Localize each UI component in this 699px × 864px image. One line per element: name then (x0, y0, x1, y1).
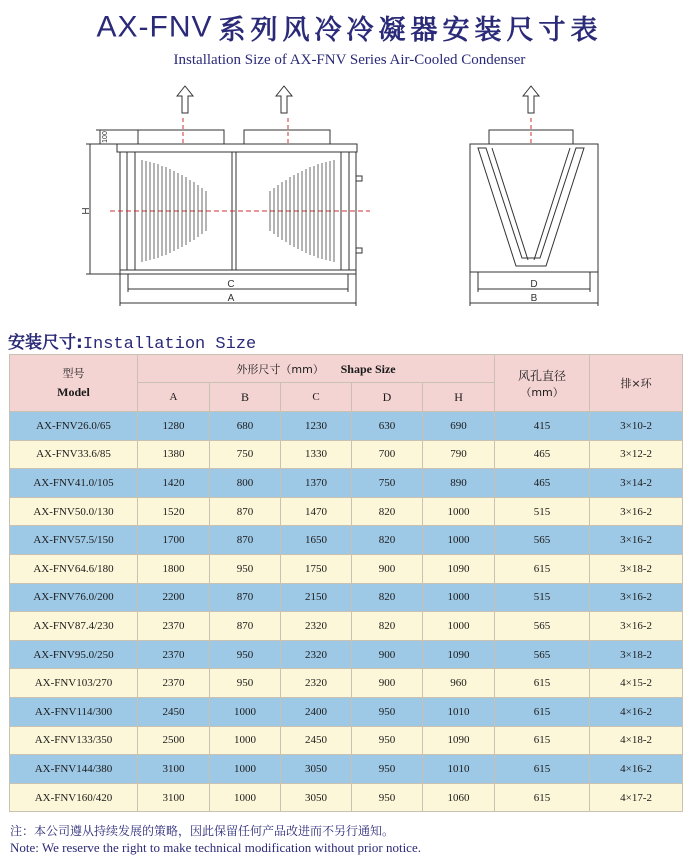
column-header-d: D (352, 383, 423, 412)
d-cell: 630 (352, 412, 423, 441)
size-table (9, 354, 683, 812)
rows-loops-header-label: 排×环 (620, 377, 652, 390)
rows-loops-cell: 4×16-2 (590, 755, 683, 784)
shape-size-header (138, 355, 495, 383)
side-view (470, 118, 598, 306)
model-column-header (10, 355, 138, 412)
model-cell: AX-FNV114/300 (10, 697, 138, 726)
d-cell: 820 (352, 497, 423, 526)
d-cell: 900 (352, 554, 423, 583)
dimension-label-a: A (227, 293, 235, 304)
b-cell: 1000 (210, 726, 281, 755)
section-heading-cn: 安装尺寸: (8, 333, 83, 353)
b-cell: 750 (210, 440, 281, 469)
title-series-code: AX-FNV (96, 10, 213, 44)
c-cell: 1330 (281, 440, 352, 469)
b-cell: 870 (210, 497, 281, 526)
b-cell: 1000 (210, 755, 281, 784)
a-cell: 1380 (138, 440, 210, 469)
h-cell: 1000 (423, 583, 495, 612)
dimension-label-d: D (530, 279, 538, 290)
model-cell: AX-FNV26.0/65 (10, 412, 138, 441)
page-title (0, 8, 699, 48)
table-row (10, 612, 683, 641)
h-cell: 790 (423, 440, 495, 469)
model-cell: AX-FNV160/420 (10, 783, 138, 812)
rows-loops-cell: 3×16-2 (590, 612, 683, 641)
d-cell: 950 (352, 755, 423, 784)
b-cell: 950 (210, 554, 281, 583)
model-cell: AX-FNV76.0/200 (10, 583, 138, 612)
note-english: Note: We reserve the right to make technical modification without prior notice. (10, 840, 421, 855)
rows-loops-header (590, 355, 683, 412)
shape-header-cn: 外形尺寸（mm） (236, 362, 324, 376)
dimension-label-height: H (81, 207, 92, 215)
a-cell: 2200 (138, 583, 210, 612)
shape-header-en: Shape Size (340, 361, 396, 376)
model-cell: AX-FNV95.0/250 (10, 640, 138, 669)
d-cell: 700 (352, 440, 423, 469)
model-cell: AX-FNV87.4/230 (10, 612, 138, 641)
d-cell: 900 (352, 669, 423, 698)
table-row (10, 783, 683, 812)
c-cell: 2150 (281, 583, 352, 612)
h-cell: 1090 (423, 554, 495, 583)
diameter-cell: 515 (495, 497, 590, 526)
model-cell: AX-FNV144/380 (10, 755, 138, 784)
table-row (10, 469, 683, 498)
model-cell: AX-FNV33.6/85 (10, 440, 138, 469)
diameter-cell: 615 (495, 755, 590, 784)
a-cell: 2370 (138, 669, 210, 698)
a-cell: 2450 (138, 697, 210, 726)
a-cell: 2370 (138, 640, 210, 669)
h-cell: 1090 (423, 726, 495, 755)
rows-loops-cell: 3×12-2 (590, 440, 683, 469)
rows-loops-cell: 3×16-2 (590, 583, 683, 612)
c-cell: 3050 (281, 783, 352, 812)
column-header-h: H (423, 383, 495, 412)
c-cell: 2320 (281, 669, 352, 698)
a-cell: 3100 (138, 783, 210, 812)
outlet-header-unit: （mm） (520, 385, 564, 399)
rows-loops-cell: 3×18-2 (590, 554, 683, 583)
c-cell: 2450 (281, 726, 352, 755)
rows-loops-cell: 3×18-2 (590, 640, 683, 669)
h-cell: 690 (423, 412, 495, 441)
table-row (10, 526, 683, 555)
model-header-en: Model (57, 385, 90, 399)
d-cell: 820 (352, 583, 423, 612)
h-cell: 1090 (423, 640, 495, 669)
rows-loops-cell: 4×15-2 (590, 669, 683, 698)
table-row (10, 440, 683, 469)
page-subtitle: Installation Size of AX-FNV Series Air-Cooled Condenser (173, 52, 526, 68)
rows-loops-cell: 4×16-2 (590, 697, 683, 726)
b-cell: 950 (210, 640, 281, 669)
column-header-a: A (138, 383, 210, 412)
a-cell: 2500 (138, 726, 210, 755)
table-row (10, 726, 683, 755)
airflow-arrow-icon (177, 86, 539, 113)
rows-loops-cell: 3×16-2 (590, 497, 683, 526)
diameter-cell: 565 (495, 640, 590, 669)
b-cell: 680 (210, 412, 281, 441)
rows-loops-cell: 4×18-2 (590, 726, 683, 755)
d-cell: 820 (352, 612, 423, 641)
model-cell: AX-FNV41.0/105 (10, 469, 138, 498)
diameter-cell: 565 (495, 526, 590, 555)
diameter-cell: 465 (495, 469, 590, 498)
table-row (10, 697, 683, 726)
dimension-label-b: B (530, 293, 538, 304)
table-header-row (10, 355, 683, 383)
diameter-cell: 615 (495, 783, 590, 812)
c-cell: 1750 (281, 554, 352, 583)
h-cell: 960 (423, 669, 495, 698)
section-heading (8, 328, 256, 354)
table-row (10, 669, 683, 698)
c-cell: 1650 (281, 526, 352, 555)
a-cell: 1280 (138, 412, 210, 441)
diameter-cell: 615 (495, 669, 590, 698)
b-cell: 800 (210, 469, 281, 498)
model-cell: AX-FNV50.0/130 (10, 497, 138, 526)
b-cell: 870 (210, 583, 281, 612)
h-cell: 1000 (423, 497, 495, 526)
rows-loops-cell: 3×14-2 (590, 469, 683, 498)
c-cell: 2400 (281, 697, 352, 726)
diameter-cell: 615 (495, 554, 590, 583)
c-cell: 2320 (281, 612, 352, 641)
diameter-cell: 515 (495, 583, 590, 612)
title-chinese: 系列风冷冷凝器安装尺寸表 (218, 15, 603, 46)
d-cell: 950 (352, 697, 423, 726)
h-cell: 1000 (423, 526, 495, 555)
outlet-header-cn: 风孔直径 (518, 368, 567, 383)
diameter-cell: 565 (495, 612, 590, 641)
diameter-cell: 465 (495, 440, 590, 469)
a-cell: 2370 (138, 612, 210, 641)
d-cell: 900 (352, 640, 423, 669)
table-row (10, 640, 683, 669)
model-cell: AX-FNV103/270 (10, 669, 138, 698)
diameter-cell: 415 (495, 412, 590, 441)
a-cell: 1700 (138, 526, 210, 555)
d-cell: 750 (352, 469, 423, 498)
h-cell: 1010 (423, 697, 495, 726)
h-cell: 1060 (423, 783, 495, 812)
dimension-drawing (0, 78, 699, 318)
column-header-b: B (210, 383, 281, 412)
diameter-cell: 615 (495, 726, 590, 755)
table-row (10, 497, 683, 526)
column-header-c: C (281, 383, 352, 412)
a-cell: 1420 (138, 469, 210, 498)
b-cell: 870 (210, 526, 281, 555)
h-cell: 890 (423, 469, 495, 498)
b-cell: 1000 (210, 697, 281, 726)
diameter-cell: 615 (495, 697, 590, 726)
table-row (10, 755, 683, 784)
h-cell: 1010 (423, 755, 495, 784)
a-cell: 3100 (138, 755, 210, 784)
c-cell: 1230 (281, 412, 352, 441)
table-row (10, 583, 683, 612)
table-row (10, 412, 683, 441)
c-cell: 1470 (281, 497, 352, 526)
rows-loops-cell: 3×10-2 (590, 412, 683, 441)
dimension-label-fan-height: 100 (102, 131, 109, 143)
dimension-label-c: C (227, 279, 235, 290)
b-cell: 1000 (210, 783, 281, 812)
c-cell: 1370 (281, 469, 352, 498)
section-heading-en: Installation Size (82, 335, 257, 354)
d-cell: 950 (352, 783, 423, 812)
d-cell: 950 (352, 726, 423, 755)
model-cell: AX-FNV133/350 (10, 726, 138, 755)
b-cell: 870 (210, 612, 281, 641)
note-chinese: 注：本公司遵从持续发展的策略，因此保留任何产品改进而不另行通知。 (10, 824, 395, 838)
a-cell: 1800 (138, 554, 210, 583)
b-cell: 950 (210, 669, 281, 698)
d-cell: 820 (352, 526, 423, 555)
model-cell: AX-FNV64.6/180 (10, 554, 138, 583)
c-cell: 3050 (281, 755, 352, 784)
rows-loops-cell: 3×16-2 (590, 526, 683, 555)
table-row (10, 554, 683, 583)
model-cell: AX-FNV57.5/150 (10, 526, 138, 555)
outlet-diameter-header (495, 355, 590, 412)
rows-loops-cell: 4×17-2 (590, 783, 683, 812)
a-cell: 1520 (138, 497, 210, 526)
model-header-cn: 型号 (62, 367, 85, 380)
h-cell: 1000 (423, 612, 495, 641)
c-cell: 2320 (281, 640, 352, 669)
